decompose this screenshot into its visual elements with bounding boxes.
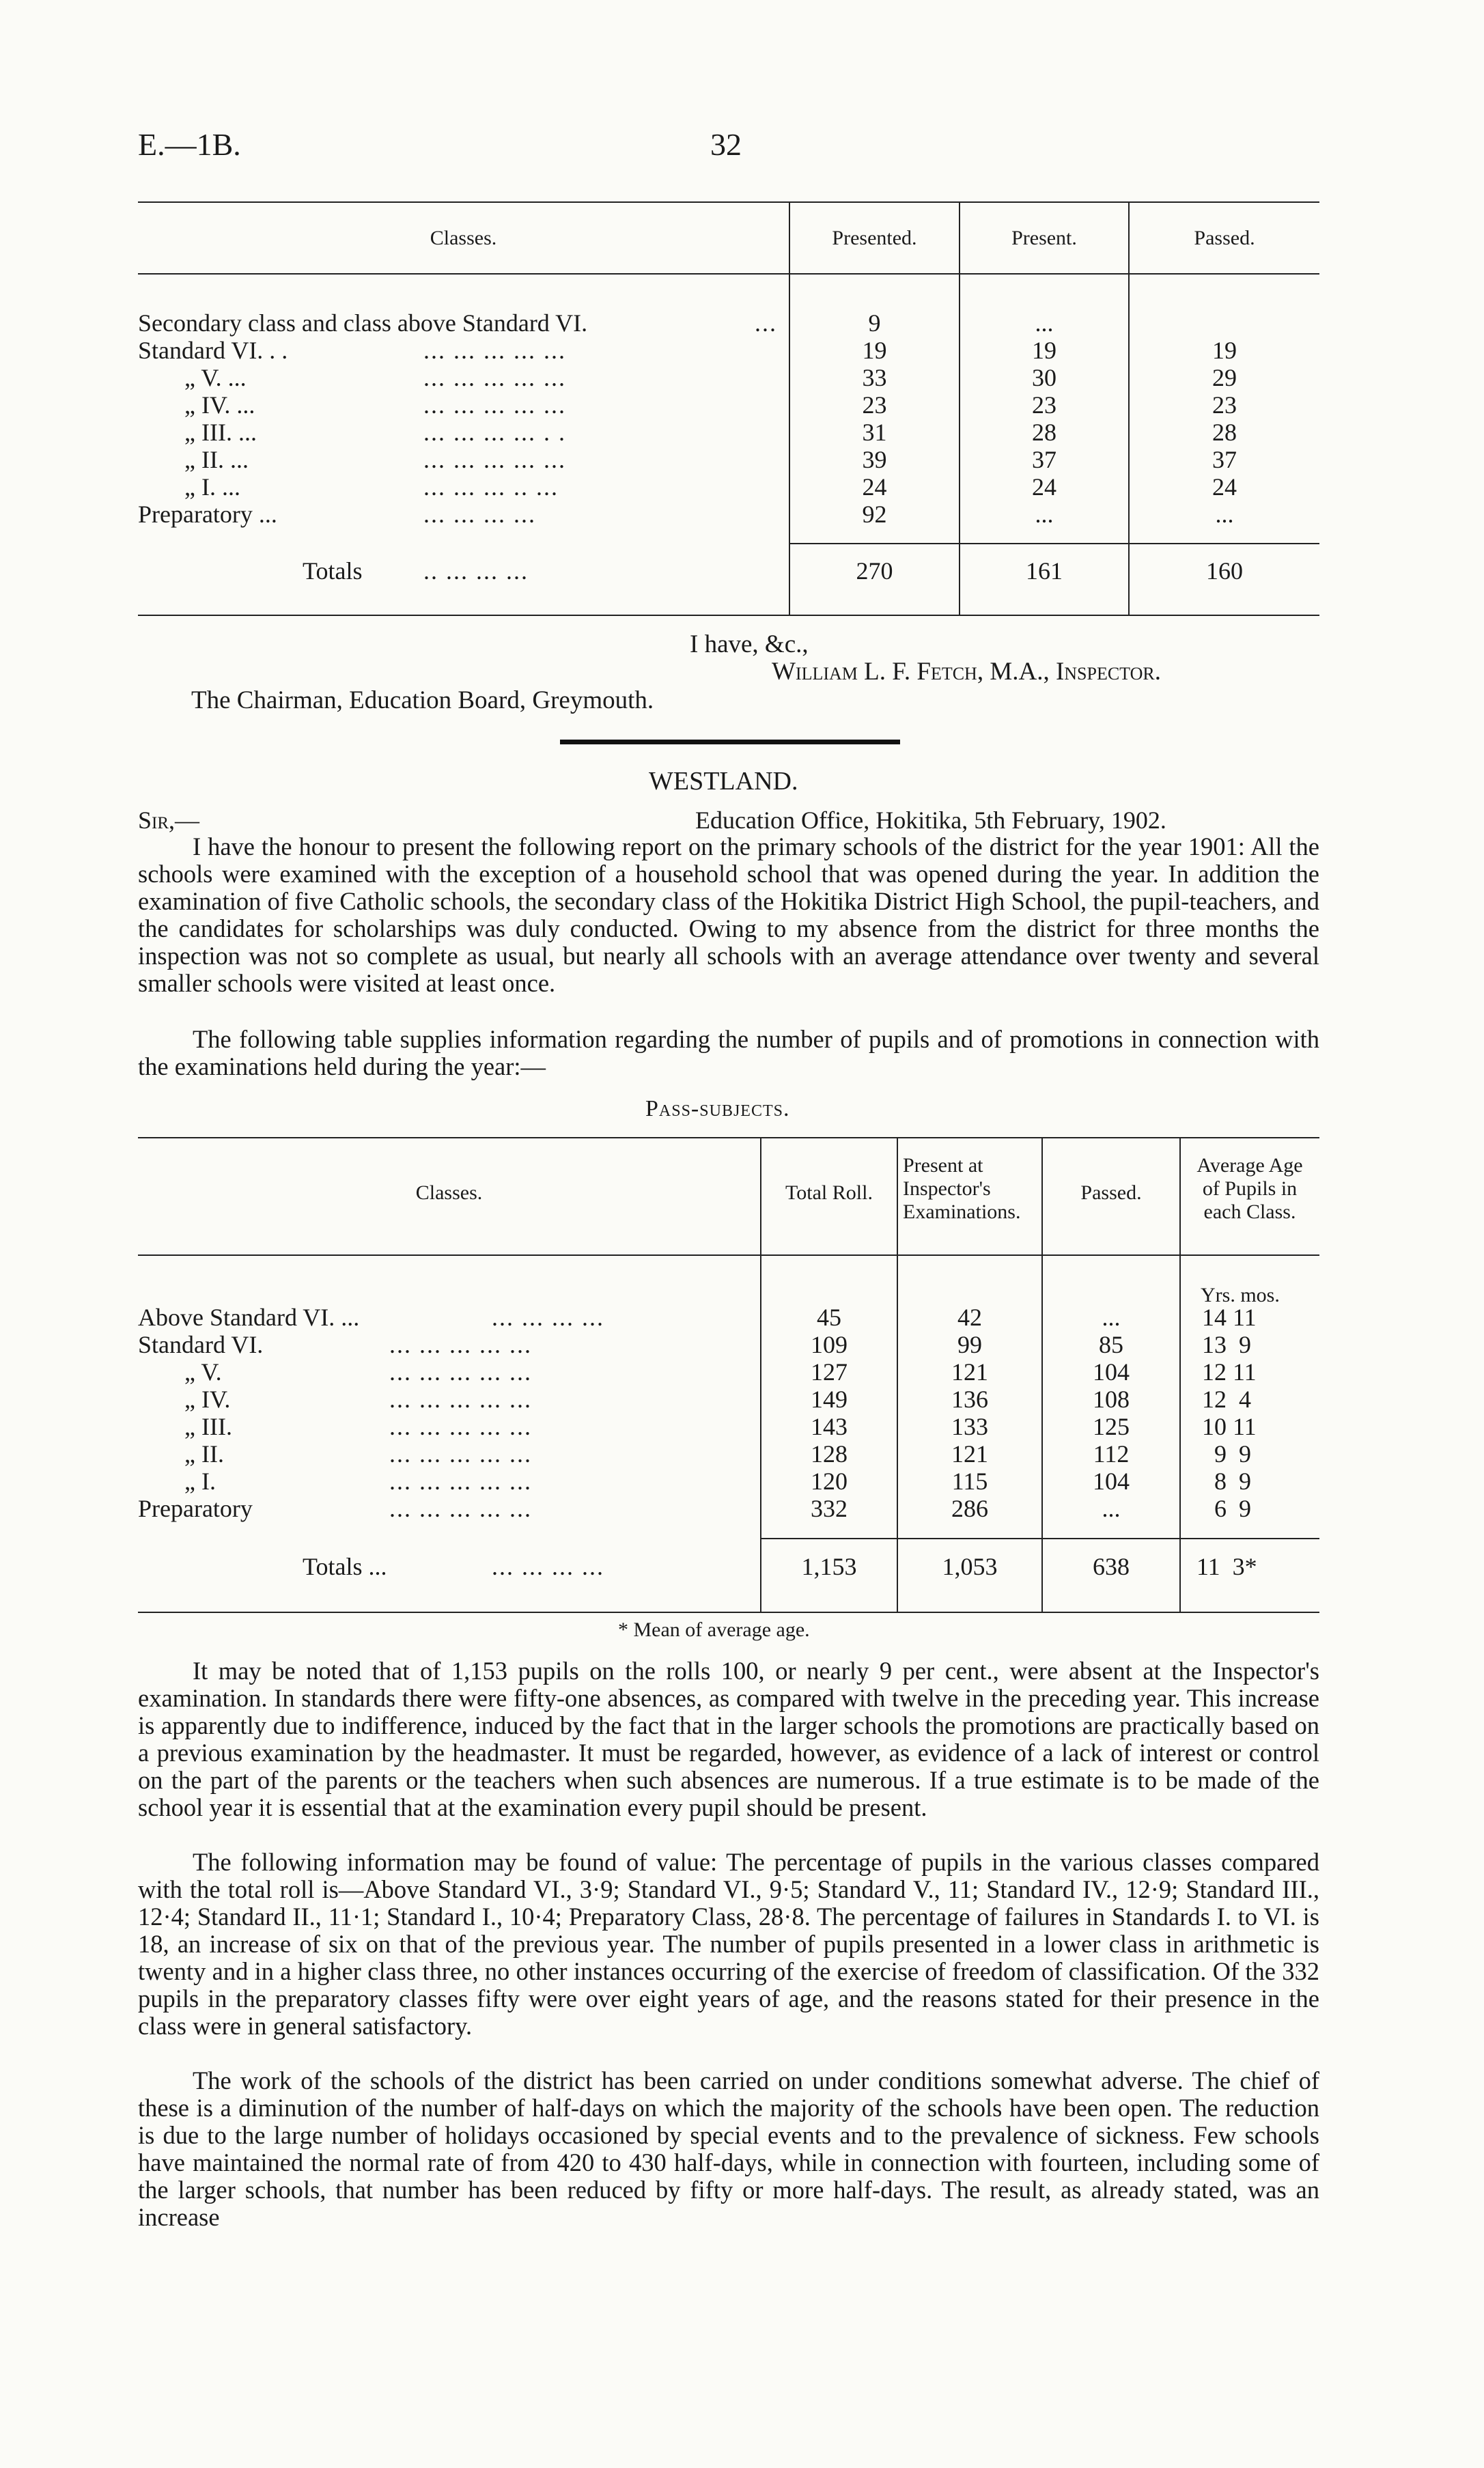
table-caption: Pass-subjects. xyxy=(645,1096,790,1121)
column-header: Classes. xyxy=(415,1181,483,1204)
addressee: The Chairman, Education Board, Greymouth. xyxy=(191,686,654,714)
column-divider xyxy=(1179,1137,1181,1612)
column-header: Classes. xyxy=(430,227,497,249)
dateline: Education Office, Hokitika, 5th February, 1902. xyxy=(695,807,1166,834)
closing-phrase: I have, &c., xyxy=(690,630,809,658)
salutation: Sir,— xyxy=(138,807,200,834)
intro-paragraph: I have the honour to present the following report on the primary schools of the district for the year 1901: All the schools were examined with the exception of a household school that was opened during the year. In addition the examination of five Catholic schools, the secondary class of the Hokitika District High School, the pupil-teachers, and the candidates for scholarships was duly conducted. Owing to my absence from the district for three months the inspection was not so complete as usual, but nearly all schools with an average attendance over twenty and several smaller schools were visited at least once. xyxy=(138,832,1319,997)
column-header: Passed. xyxy=(1194,227,1255,249)
table-rule xyxy=(138,273,1319,275)
column-header: Present at Inspector's Examinations. xyxy=(903,1154,1021,1223)
section-divider xyxy=(560,740,900,744)
absence-paragraph: It may be noted that of 1,153 pupils on the rolls 100, or nearly 9 per cent., were absent at the Inspector's examination. In standards there were fifty-one absences, as compared with twelve in the preceding year. This increase is apparently due to indifference, induced by the fact that in the larger schools the promotions are practically based on a previous examination by the headmaster. It must be regarded, however, as evidence of a lack of interest or control on the part of the parents or the teachers when such absences are numerous. If a true estimate is to be made of the school year it is essential that at the examination every pupil should be present. xyxy=(138,1657,1319,1821)
table-rule xyxy=(760,1538,1319,1539)
column-header: Present. xyxy=(1011,227,1077,249)
column-header: Presented. xyxy=(832,227,917,249)
age-units: Yrs. mos. xyxy=(1201,1284,1280,1306)
table-rule xyxy=(138,1137,1319,1138)
table-rule xyxy=(138,201,1319,203)
document-code: E.—1B. xyxy=(138,127,241,162)
column-header: Average Age of Pupils in each Class. xyxy=(1196,1154,1303,1223)
section-title: WESTLAND. xyxy=(649,767,798,796)
column-header: Total Roll. xyxy=(785,1181,873,1204)
table-footnote: * Mean of average age. xyxy=(618,1618,810,1641)
table-rule xyxy=(138,1612,1319,1613)
conditions-paragraph: The work of the schools of the district has been carried on under conditions somewhat adverse. The chief of these is a diminution of the number of half-days on which the majority of the schools have been open. The reduction is due to the large number of holidays occasioned by special events and to the prevalence of sickness. Few schools have maintained the normal rate of from 420 to 430 half-days, while in connection with fourteen, including some of the larger schools, that number has been reduced by fifty or more half-days. The result, as already stated, was an increase xyxy=(138,2066,1319,2231)
percentage-paragraph: The following information may be found of value: The percentage of pupils in the various classes compared with the total roll is—Above Standard VI., 3·9; Standard VI., 9·5; Standard V., 11; Standard IV., 12·9; Standard III., 12·4; Standard II., 11·1; Standard I., 10·4; Preparatory Class, 28·8. The percentage of failures in Standards I. to VI. is 18, an increase of six on that of the previous year. The number of pupils presented in a lower class in arithmetic is twenty and in a higher class three, no other instances occurring of the exercise of freedom of classification. Of the 332 pupils in the preparatory classes fifty were over eight years of age, and the reasons stated for their presence in the class were in general satisfactory. xyxy=(138,1848,1319,2040)
table-rule xyxy=(138,1254,1319,1256)
page-number: 32 xyxy=(710,127,742,162)
table-rule xyxy=(789,543,1319,544)
signature: William L. F. Fetch, M.A., Inspector. xyxy=(772,658,1161,686)
table-rule xyxy=(138,615,1319,616)
column-header: Passed. xyxy=(1080,1181,1142,1204)
table-intro-paragraph: The following table supplies information regarding the number of pupils and of promotions in connection with the examinations held during the year:— xyxy=(138,1025,1319,1080)
